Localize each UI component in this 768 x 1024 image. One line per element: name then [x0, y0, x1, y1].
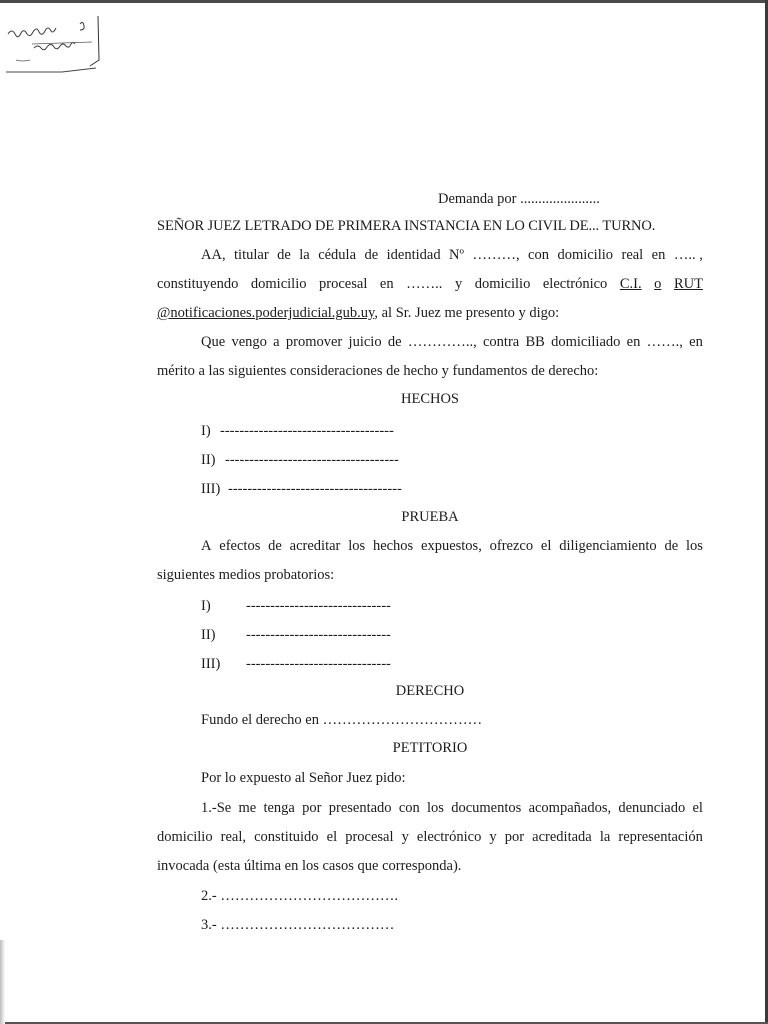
derecho-text: Fundo el derecho en ……………………………: [201, 712, 483, 728]
intro-line-3: @notificaciones.poderjudicial.gub.uy, al Sr. Juez me presento y digo:: [157, 305, 560, 321]
prueba-item: II) ------------------------------: [201, 627, 391, 643]
section-title-derecho: DERECHO: [395, 683, 465, 699]
intro-line-1: AA, titular de la cédula de identidad Nº ………, con domicilio real en ….. ,: [201, 247, 703, 263]
scan-edge-top: [0, 0, 768, 3]
scan-edge-left: [0, 940, 5, 1024]
petitorio-item-1-line-2: domicilio real, constituido el procesal y electrónico y por acreditada la representación: [157, 829, 703, 845]
section-title-prueba: PRUEBA: [401, 509, 459, 525]
prueba-item: I) ------------------------------: [201, 598, 391, 614]
prueba-line-2: siguientes medios probatorios:: [157, 567, 335, 583]
petitorio-item-1-line-3: invocada (esta última en los casos que corresponda).: [157, 858, 462, 874]
prueba-line-1: A efectos de acreditar los hechos expuestos, ofrezco el diligenciamiento de los: [201, 538, 703, 554]
electronic-domicile: @notificaciones.poderjudicial.gub.uy: [157, 305, 375, 321]
section-title-petitorio: PETITORIO: [392, 740, 468, 756]
claim-header: Demanda por ......................: [438, 191, 600, 207]
petitorio-item-1-line-1: 1.-Se me tenga por presentado con los documentos acompañados, denunciado el: [201, 800, 703, 816]
addressee-line: SEÑOR JUEZ LETRADO DE PRIMERA INSTANCIA EN LO CIVIL DE... TURNO.: [157, 218, 656, 234]
promote-line-2: mérito a las siguientes consideraciones de hecho y fundamentos de derecho:: [157, 363, 599, 379]
handwritten-stamp: [2, 14, 100, 76]
prueba-item: III) ------------------------------: [201, 656, 391, 672]
hechos-item: I) ------------------------------------: [201, 423, 394, 439]
handwritten-note-drawing: [2, 14, 100, 76]
petitorio-item-2: 2.- ……………………………….: [201, 888, 398, 904]
hechos-item: III) ------------------------------------: [201, 481, 402, 497]
intro-line-2: constituyendo domicilio procesal en …….. y domicilio electrónico C.I. o RUT: [157, 276, 703, 292]
hechos-item: II) ------------------------------------: [201, 452, 399, 468]
section-title-hechos: HECHOS: [400, 391, 459, 407]
petitorio-intro: Por lo expuesto al Señor Juez pido:: [201, 770, 406, 786]
petitorio-item-3: 3.- ………………………………: [201, 917, 395, 933]
promote-line-1: Que vengo a promover juicio de ………….., contra BB domiciliado en ……., en: [201, 334, 703, 350]
